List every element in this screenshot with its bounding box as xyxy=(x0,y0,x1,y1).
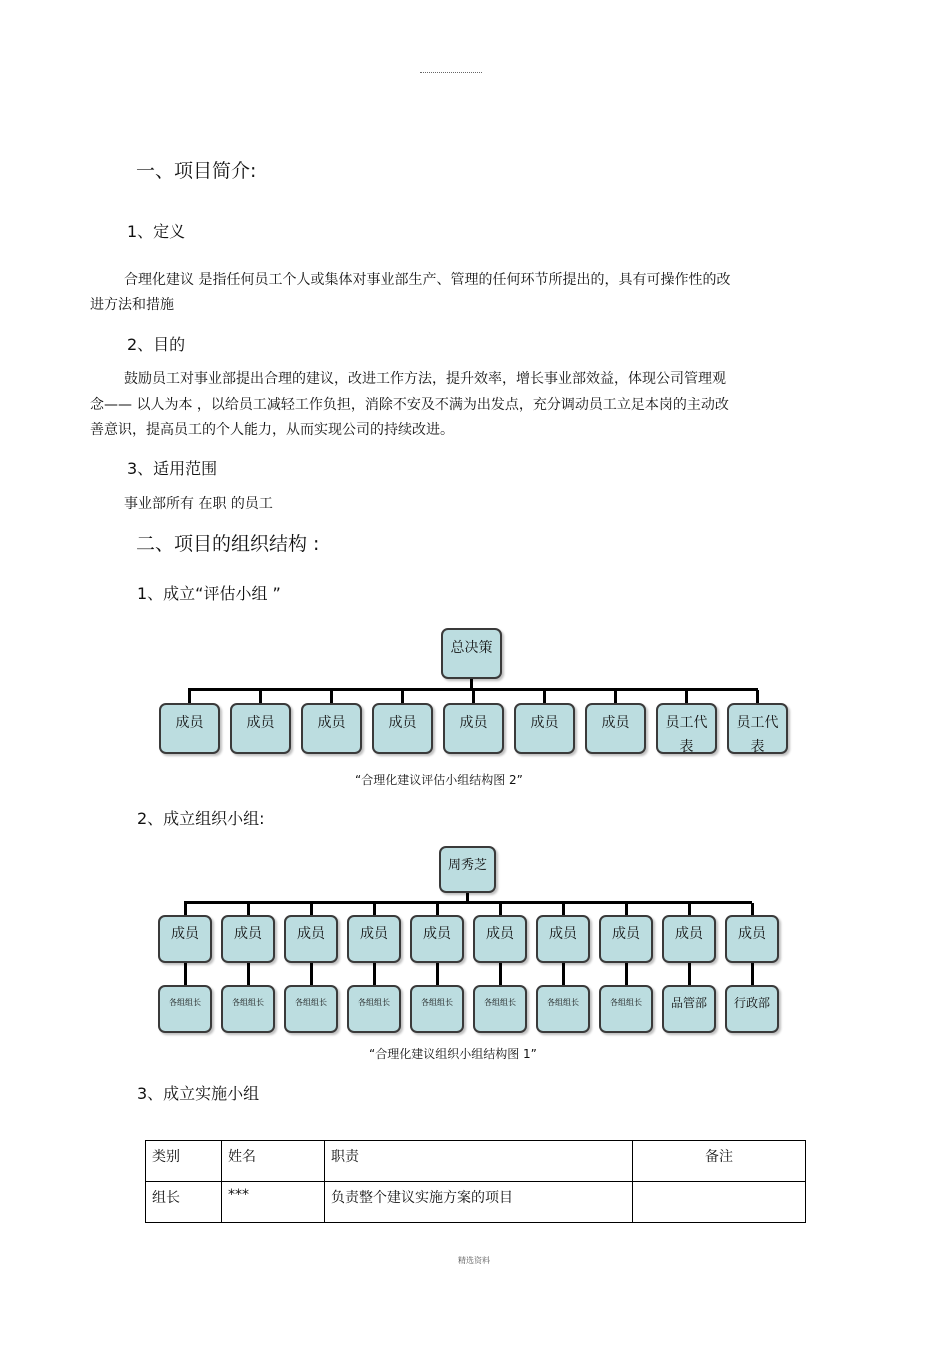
scope-text: 事业部所有 在职 的员工 xyxy=(124,496,273,512)
org-sub-box: 各组组长 xyxy=(536,985,590,1033)
org-sub-connector xyxy=(562,963,565,986)
org-sub-box: 各组组长 xyxy=(221,985,275,1033)
org-sub-connector xyxy=(436,963,439,986)
org-sub-connector xyxy=(625,963,628,986)
org-sub-connector xyxy=(373,963,376,986)
eval-caption: “合理化建议评估小组结构图 2” xyxy=(355,773,523,787)
footer-text: 精选资料 xyxy=(458,1256,490,1265)
header-name: 姓名 xyxy=(222,1141,325,1182)
eval-member-connector xyxy=(472,690,475,704)
org-member-box: 成员 xyxy=(599,915,653,963)
org-member-box: 成员 xyxy=(662,915,716,963)
eval-member-connector xyxy=(188,690,191,704)
org-member-box: 成员 xyxy=(410,915,464,963)
eval-member-connector xyxy=(756,690,759,704)
cell-duty: 负责整个建议实施方案的项目 xyxy=(325,1182,633,1223)
org-sub-connector xyxy=(499,963,502,986)
org-sub-box: 各组组长 xyxy=(410,985,464,1033)
header-remark: 备注 xyxy=(633,1141,806,1182)
header-rule xyxy=(420,72,482,73)
eval-member-box: 成员 xyxy=(372,703,433,754)
org-sub-connector xyxy=(688,963,691,986)
eval-member-box: 成员 xyxy=(443,703,504,754)
org-sub-connector xyxy=(247,963,250,986)
org-top-box: 周秀芝 xyxy=(439,846,496,893)
eval-member-connector xyxy=(543,690,546,704)
org-sub-box: 各组组长 xyxy=(284,985,338,1033)
section1-title: 一、项目简介: xyxy=(136,160,257,182)
org-bus-line xyxy=(184,901,752,904)
org-member-box: 成员 xyxy=(158,915,212,963)
eval-member-box: 成员 xyxy=(514,703,575,754)
eval-member-connector xyxy=(401,690,404,704)
purpose-heading: 2、目的 xyxy=(127,335,186,354)
org-sub-box: 品管部 xyxy=(662,985,716,1033)
org-sub-connector xyxy=(184,963,187,986)
purpose-line3: 善意识，提高员工的个人能力，从而实现公司的持续改进。 xyxy=(90,422,454,438)
org-member-box: 成员 xyxy=(284,915,338,963)
org-sub-box: 各组组长 xyxy=(599,985,653,1033)
org-member-box: 成员 xyxy=(221,915,275,963)
purpose-line2: 念—— 以人为本 ，以给员工减轻工作负担，消除不安及不满为出发点，充分调动员工立足本岗的主动改 xyxy=(90,397,729,413)
org-sub-box: 行政部 xyxy=(725,985,779,1033)
org-member-box: 成员 xyxy=(473,915,527,963)
org-member-box: 成员 xyxy=(725,915,779,963)
org-sub-box: 各组组长 xyxy=(473,985,527,1033)
eval-member-connector xyxy=(685,690,688,704)
section2-title: 二、项目的组织结构 : xyxy=(136,533,320,555)
cell-remark xyxy=(633,1182,806,1223)
impl-table xyxy=(145,1140,806,1223)
org-sub-box: 各组组长 xyxy=(158,985,212,1033)
eval-member-box: 成员 xyxy=(585,703,646,754)
scope-heading: 3、适用范围 xyxy=(127,459,218,478)
definition-line2: 进方法和措施 xyxy=(90,297,174,313)
cell-category: 组长 xyxy=(146,1182,222,1223)
org-sub-box: 各组组长 xyxy=(347,985,401,1033)
eval-member-connector xyxy=(259,690,262,704)
impl-heading: 3、成立实施小组 xyxy=(137,1084,260,1103)
org-sub-connector xyxy=(751,963,754,986)
eval-top-box: 总决策 xyxy=(441,628,502,679)
header-duty: 职责 xyxy=(325,1141,633,1182)
org-member-box: 成员 xyxy=(347,915,401,963)
table-row xyxy=(146,1182,806,1223)
eval-member-box: 成员 xyxy=(230,703,291,754)
eval-member-connector xyxy=(614,690,617,704)
org-caption: “合理化建议组织小组结构图 1” xyxy=(369,1047,537,1061)
header-category: 类别 xyxy=(146,1141,222,1182)
cell-name: *** xyxy=(222,1182,325,1223)
definition-heading: 1、定义 xyxy=(127,222,186,241)
definition-line1: 合理化建议 是指任何员工个人或集体对事业部生产、管理的任何环节所提出的，具有可操作性的改 xyxy=(124,272,731,288)
eval-member-box: 员工代表 xyxy=(656,703,717,754)
purpose-line1: 鼓励员工对事业部提出合理的建议，改进工作方法，提升效率，增长事业部效益，体现公司管理观 xyxy=(124,371,726,387)
table-header-row xyxy=(146,1141,806,1182)
eval-member-box: 员工代表 xyxy=(727,703,788,754)
eval-member-box: 成员 xyxy=(159,703,220,754)
org-heading: 2、成立组织小组: xyxy=(137,809,265,828)
org-sub-connector xyxy=(310,963,313,986)
eval-member-connector xyxy=(330,690,333,704)
org-member-box: 成员 xyxy=(536,915,590,963)
eval-member-box: 成员 xyxy=(301,703,362,754)
eval-heading: 1、成立“评估小组 ” xyxy=(137,584,281,603)
